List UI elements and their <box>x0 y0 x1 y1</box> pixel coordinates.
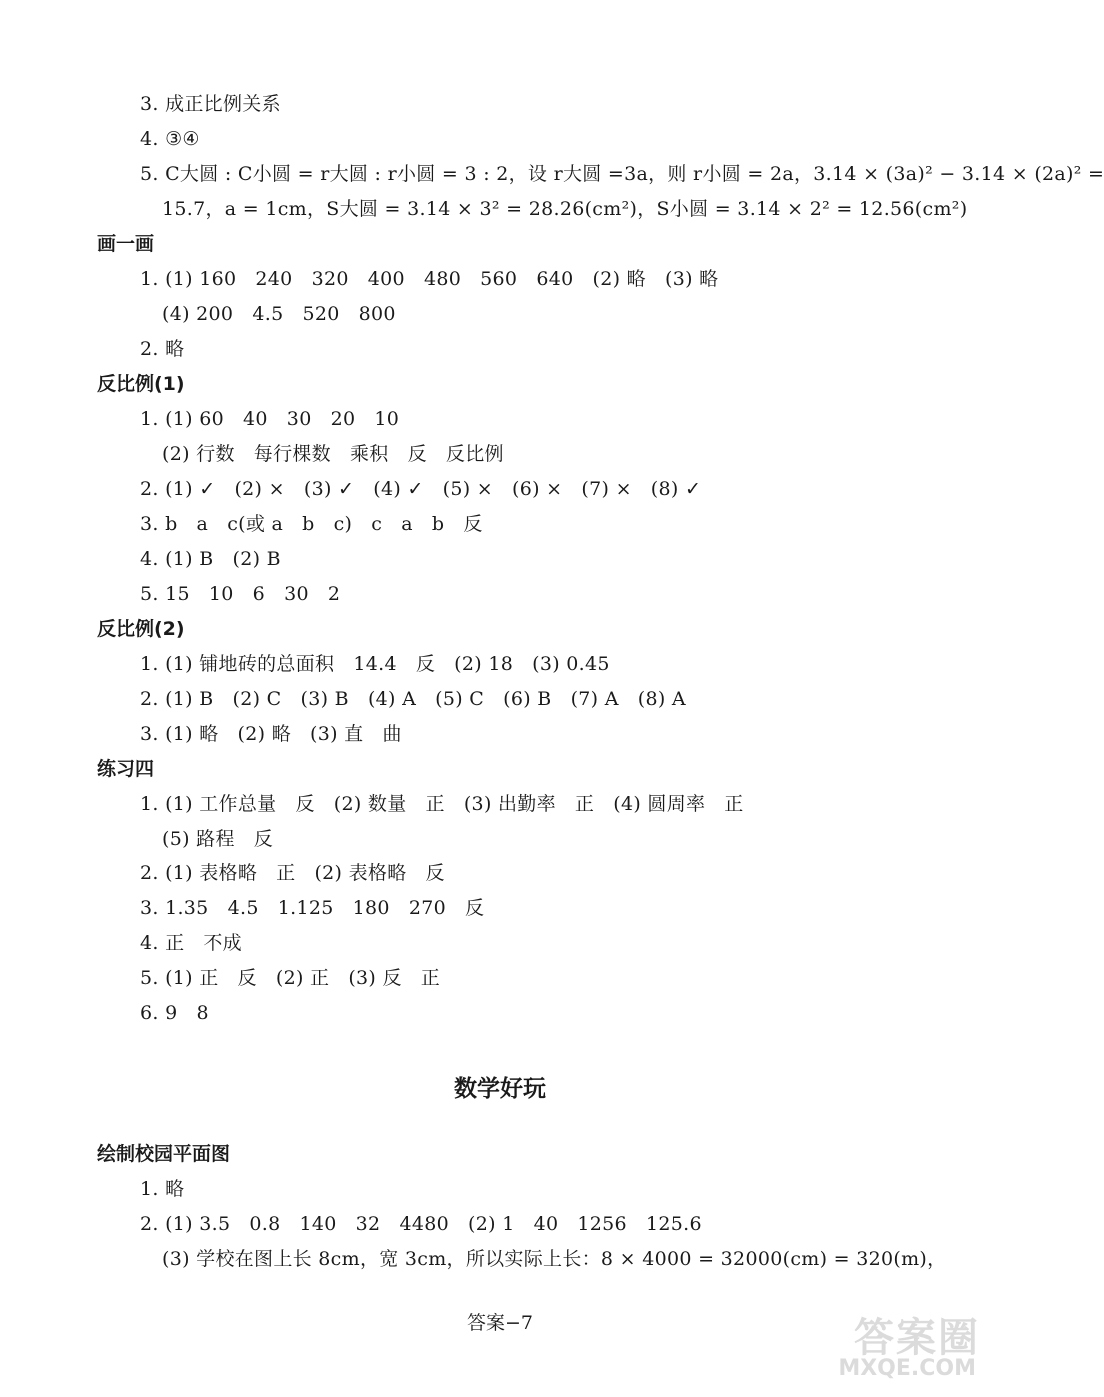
answer-line: 1. 略 <box>140 1178 185 1200</box>
answer-line: 15.7，a = 1cm，S大圆 = 3.14 × 3² = 28.26(cm²)，S小圆 = 3.14 × 2² = 12.56(cm²) <box>162 198 968 220</box>
answer-line: 4. ③④ <box>140 128 200 150</box>
section-title: 数学好玩 <box>454 1076 546 1102</box>
answer-line: (4) 200 4.5 520 800 <box>162 303 396 325</box>
watermark-text: 答案圈 <box>854 1315 980 1361</box>
section-heading: 反比例(2) <box>97 618 185 640</box>
answer-line: 3. 1.35 4.5 1.125 180 270 反 <box>140 897 485 919</box>
answer-line: 5. C大圆 : C小圆 = r大圆 : r小圆 = 3 : 2，设 r大圆 =3a，则 r小圆 = 2a，3.14 × (3a)² − 3.14 × (2a)² = <box>140 163 1104 185</box>
answer-line: 3. 成正比例关系 <box>140 93 281 115</box>
section-heading: 反比例(1) <box>97 373 185 395</box>
answer-line: 4. 正 不成 <box>140 932 242 954</box>
answer-line: (2) 行数 每行棵数 乘积 反 反比例 <box>162 443 504 465</box>
answer-line: 5. 15 10 6 30 2 <box>140 583 341 605</box>
answer-line: 4. (1) B (2) B <box>140 548 281 570</box>
section-heading: 练习四 <box>97 758 155 780</box>
watermark-url: MXQE.COM <box>838 1356 976 1381</box>
answer-line: 2. (1) ✓ (2) × (3) ✓ (4) ✓ (5) × (6) × (7) × (8) ✓ <box>140 478 702 500</box>
answer-line: 1. (1) 60 40 30 20 10 <box>140 408 400 430</box>
answer-line: 2. (1) B (2) C (3) B (4) A (5) C (6) B (7) A (8) A <box>140 688 686 710</box>
answer-line: 3. (1) 略 (2) 略 (3) 直 曲 <box>140 723 402 745</box>
answer-line: 2. (1) 3.5 0.8 140 32 4480 (2) 1 40 1256 125.6 <box>140 1213 702 1235</box>
answer-line: 1. (1) 铺地砖的总面积 14.4 反 (2) 18 (3) 0.45 <box>140 653 610 675</box>
answer-line: (3) 学校在图上长 8cm，宽 3cm，所以实际上长：8 × 4000 = 32000(cm) = 320(m)， <box>162 1248 947 1270</box>
section-heading: 绘制校园平面图 <box>97 1143 231 1165</box>
answer-line: 2. (1) 表格略 正 (2) 表格略 反 <box>140 862 445 884</box>
answer-line: 2. 略 <box>140 338 185 360</box>
watermark-logo <box>820 1306 980 1381</box>
answer-line: 1. (1) 工作总量 反 (2) 数量 正 (3) 出勤率 正 (4) 圆周率 正 <box>140 793 744 815</box>
answer-line: 3. b a c(或 a b c) c a b 反 <box>140 513 483 535</box>
page-number: 答案−7 <box>466 1312 533 1334</box>
answer-line: 1. (1) 160 240 320 400 480 560 640 (2) 略 (3) 略 <box>140 268 719 290</box>
answer-line: 6. 9 8 <box>140 1002 209 1024</box>
answer-line: (5) 路程 反 <box>162 828 274 850</box>
answer-line: 5. (1) 正 反 (2) 正 (3) 反 正 <box>140 967 441 989</box>
section-heading: 画一画 <box>97 233 155 255</box>
